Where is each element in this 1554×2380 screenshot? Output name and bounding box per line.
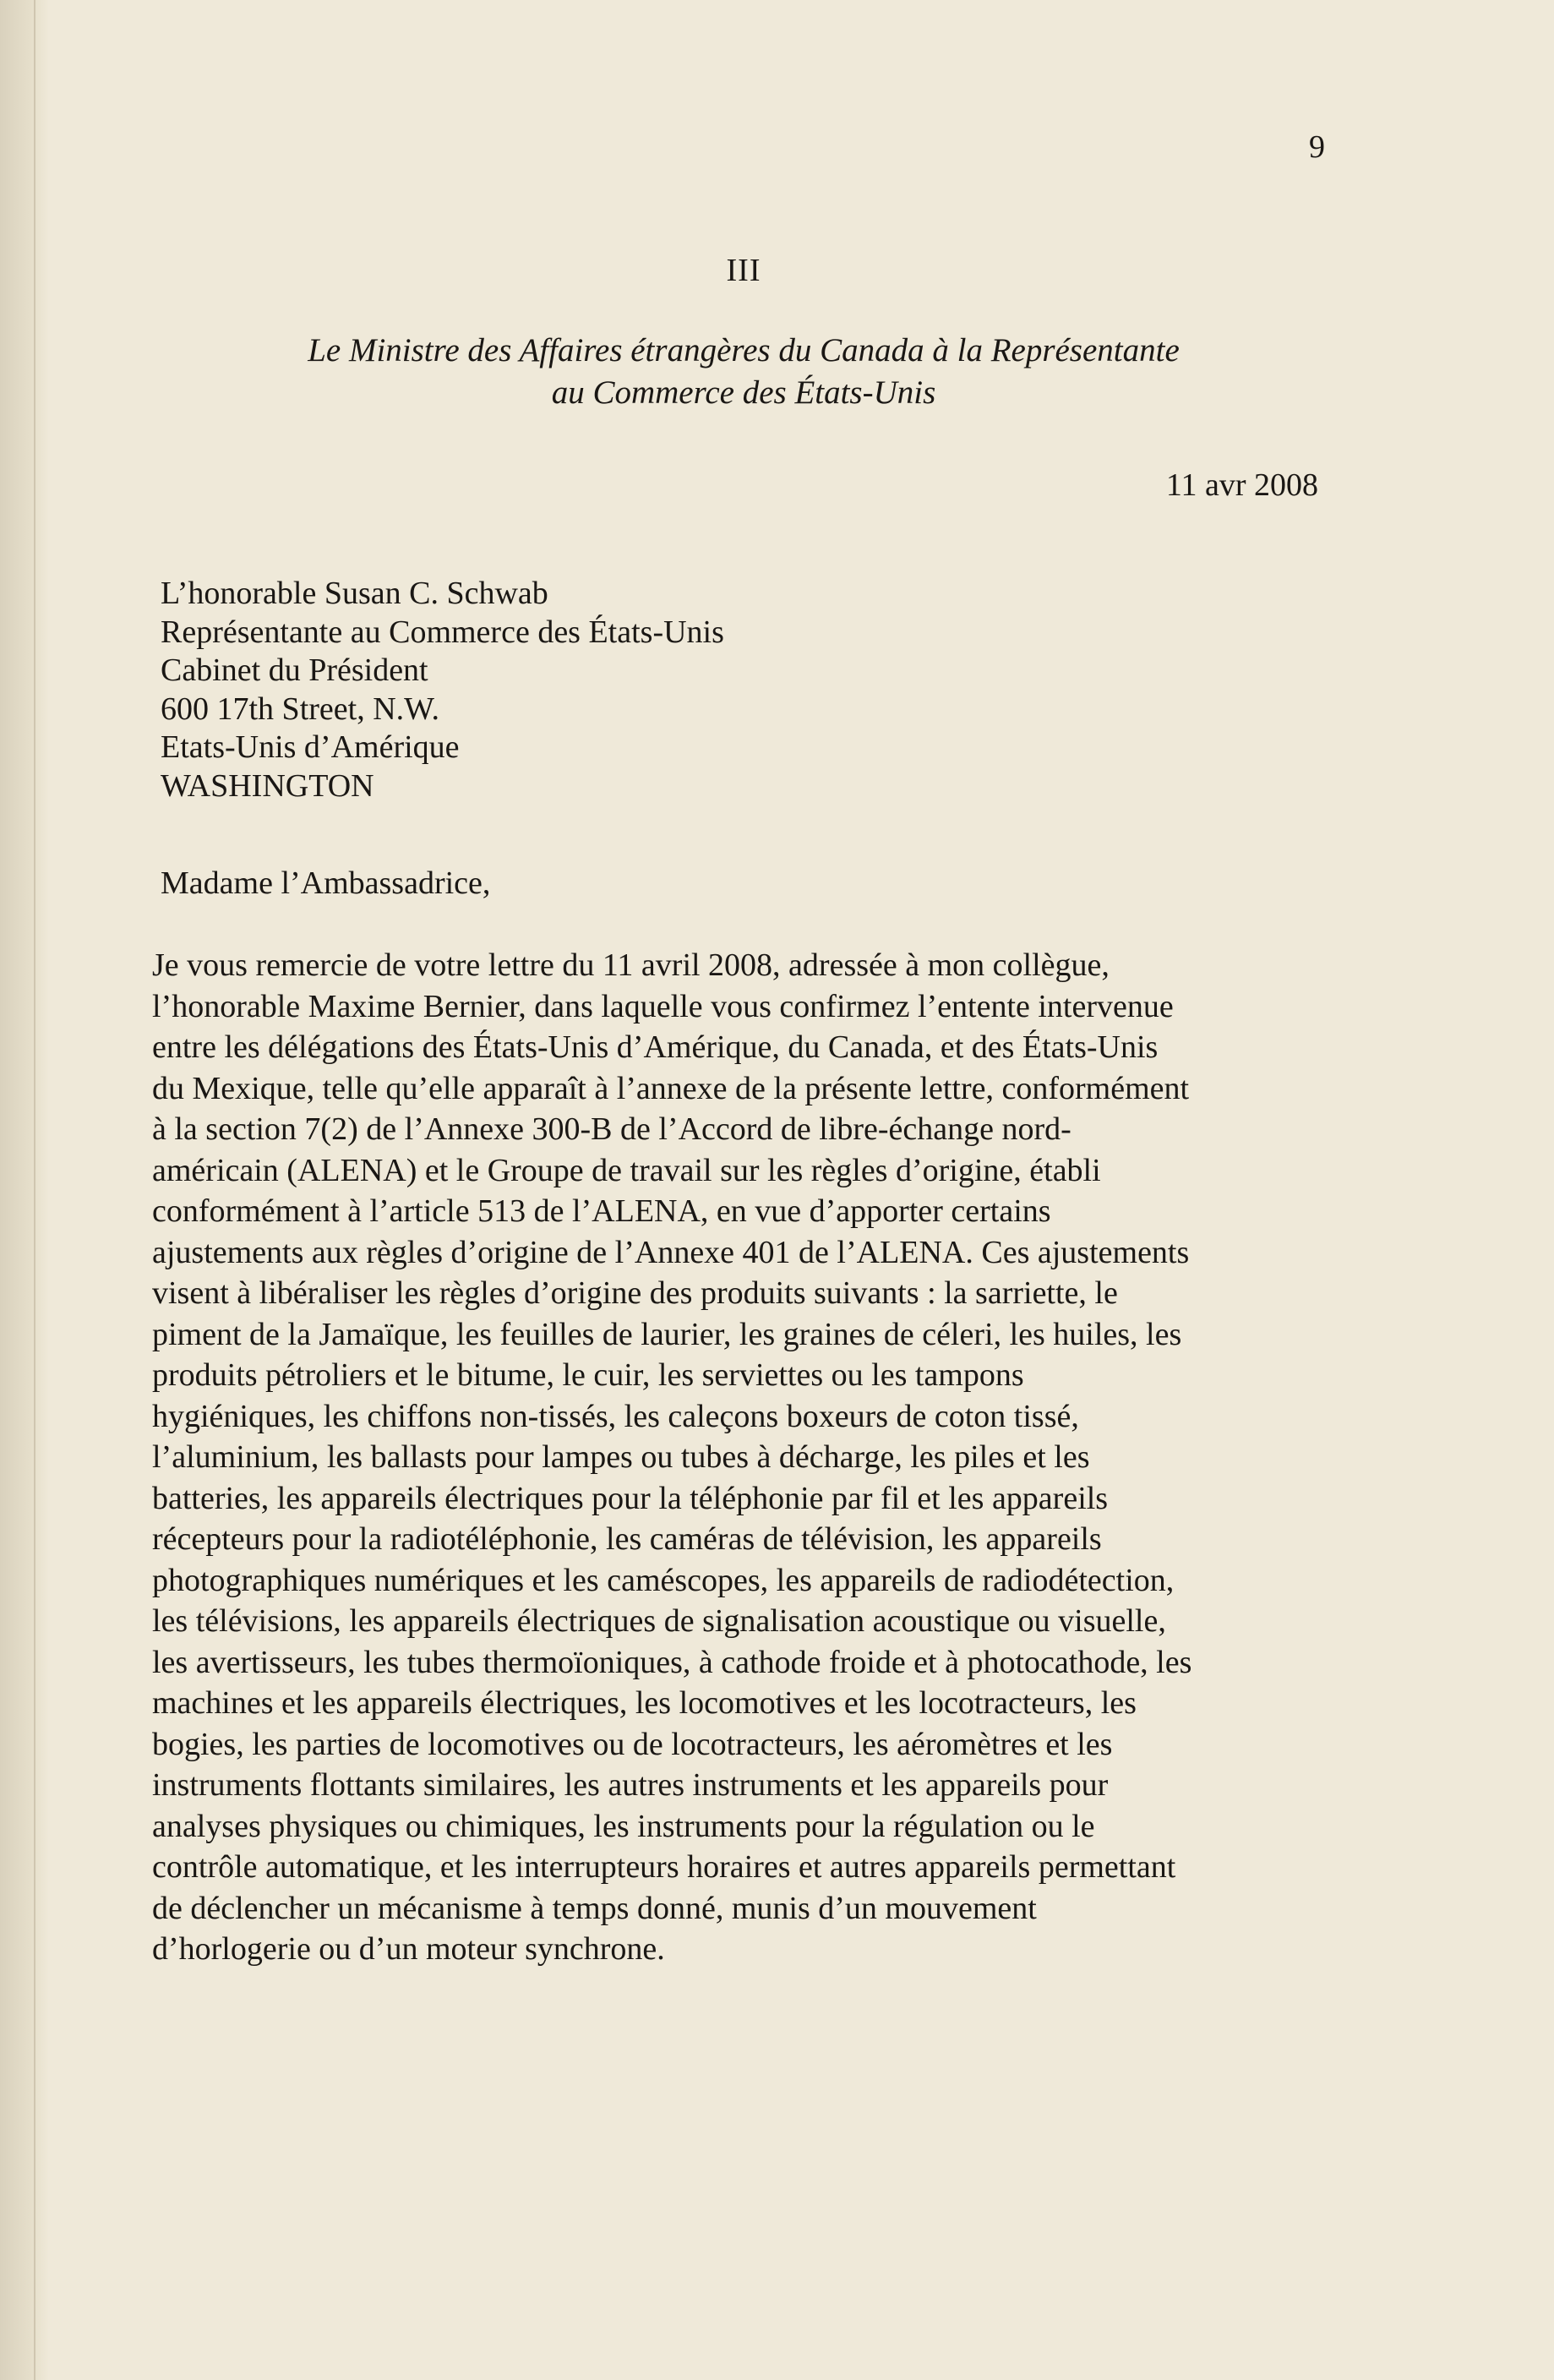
page-number: 9 — [1309, 129, 1325, 165]
body-line: du Mexique, telle qu’elle apparaît à l’annexe de la présente lettre, conformément — [152, 1070, 1190, 1106]
body-line: Je vous remercie de votre lettre du 11 avril 2008, adressée à mon collègue, — [152, 947, 1110, 983]
body-line: les avertisseurs, les tubes thermoïoniques, à cathode froide et à photocathode, les — [152, 1644, 1192, 1680]
address-line: Représentante au Commerce des États-Unis — [161, 614, 724, 650]
spine-line — [34, 0, 35, 2380]
letter-body — [152, 945, 1335, 1970]
body-line: récepteurs pour la radiotéléphonie, les caméras de télévision, les appareils — [152, 1521, 1102, 1557]
salutation: Madame l’Ambassadrice, — [161, 865, 491, 901]
body-line: à la section 7(2) de l’Annexe 300-B de l’Accord de libre-échange nord- — [152, 1111, 1071, 1147]
heading-line-1: Le Ministre des Affaires étrangères du Canada à la Représentante — [308, 332, 1180, 368]
address-line: 600 17th Street, N.W. — [161, 691, 440, 727]
body-line: entre les délégations des États-Unis d’Amérique, du Canada, et des États-Unis — [152, 1029, 1159, 1065]
body-line: les télévisions, les appareils électriques de signalisation acoustique ou visuelle, — [152, 1603, 1166, 1639]
address-line: WASHINGTON — [161, 767, 374, 804]
body-line: produits pétroliers et le bitume, le cuir, les serviettes ou les tampons — [152, 1357, 1024, 1393]
body-line: ajustements aux règles d’origine de l’Annexe 401 de l’ALENA. Ces ajustements — [152, 1234, 1190, 1270]
address-line: L’honorable Susan C. Schwab — [161, 576, 548, 611]
book-spine-shadow — [0, 0, 49, 2380]
section-numeral: III — [726, 253, 761, 288]
body-line: hygiéniques, les chiffons non-tissés, les caleçons boxeurs de coton tissé, — [152, 1398, 1079, 1434]
body-line: piment de la Jamaïque, les feuilles de laurier, les graines de céleri, les huiles, les — [152, 1316, 1182, 1352]
body-line: photographiques numériques et les caméscopes, les appareils de radiodétection, — [152, 1562, 1175, 1598]
body-line: américain (ALENA) et le Groupe de travail sur les règles d’origine, établi — [152, 1152, 1101, 1188]
body-line: batteries, les appareils électriques pour la téléphonie par fil et les appareils — [152, 1480, 1109, 1516]
body-line: l’honorable Maxime Bernier, dans laquelle vous confirmez l’entente intervenue — [152, 988, 1174, 1024]
body-line: de déclencher un mécanisme à temps donné, munis d’un mouvement — [152, 1890, 1037, 1926]
recipient-address — [161, 575, 1090, 805]
body-line: bogies, les parties de locomotives ou de locotracteurs, les aéromètres et les — [152, 1726, 1113, 1762]
body-line: analyses physiques ou chimiques, les instruments pour la régulation ou le — [152, 1808, 1095, 1844]
address-line: Etats-Unis d’Amérique — [161, 729, 460, 765]
letter-heading — [203, 330, 1284, 414]
address-line: Cabinet du Président — [161, 652, 428, 688]
heading-line-2: au Commerce des États-Unis — [551, 374, 936, 411]
body-line: machines et les appareils électriques, les locomotives et les locotracteurs, les — [152, 1685, 1137, 1721]
body-line: instruments flottants similaires, les autres instruments et les appareils pour — [152, 1767, 1109, 1803]
body-line: visent à libéraliser les règles d’origine des produits suivants : la sarriette, le — [152, 1275, 1118, 1311]
letter-date: 11 avr 2008 — [1165, 467, 1318, 503]
body-line: contrôle automatique, et les interrupteurs horaires et autres appareils permettant — [152, 1849, 1176, 1885]
body-line: l’aluminium, les ballasts pour lampes ou tubes à décharge, les piles et les — [152, 1439, 1090, 1475]
body-line: d’horlogerie ou d’un moteur synchrone. — [152, 1931, 665, 1967]
body-line: conformément à l’article 513 de l’ALENA, en vue d’apporter certains — [152, 1193, 1051, 1229]
